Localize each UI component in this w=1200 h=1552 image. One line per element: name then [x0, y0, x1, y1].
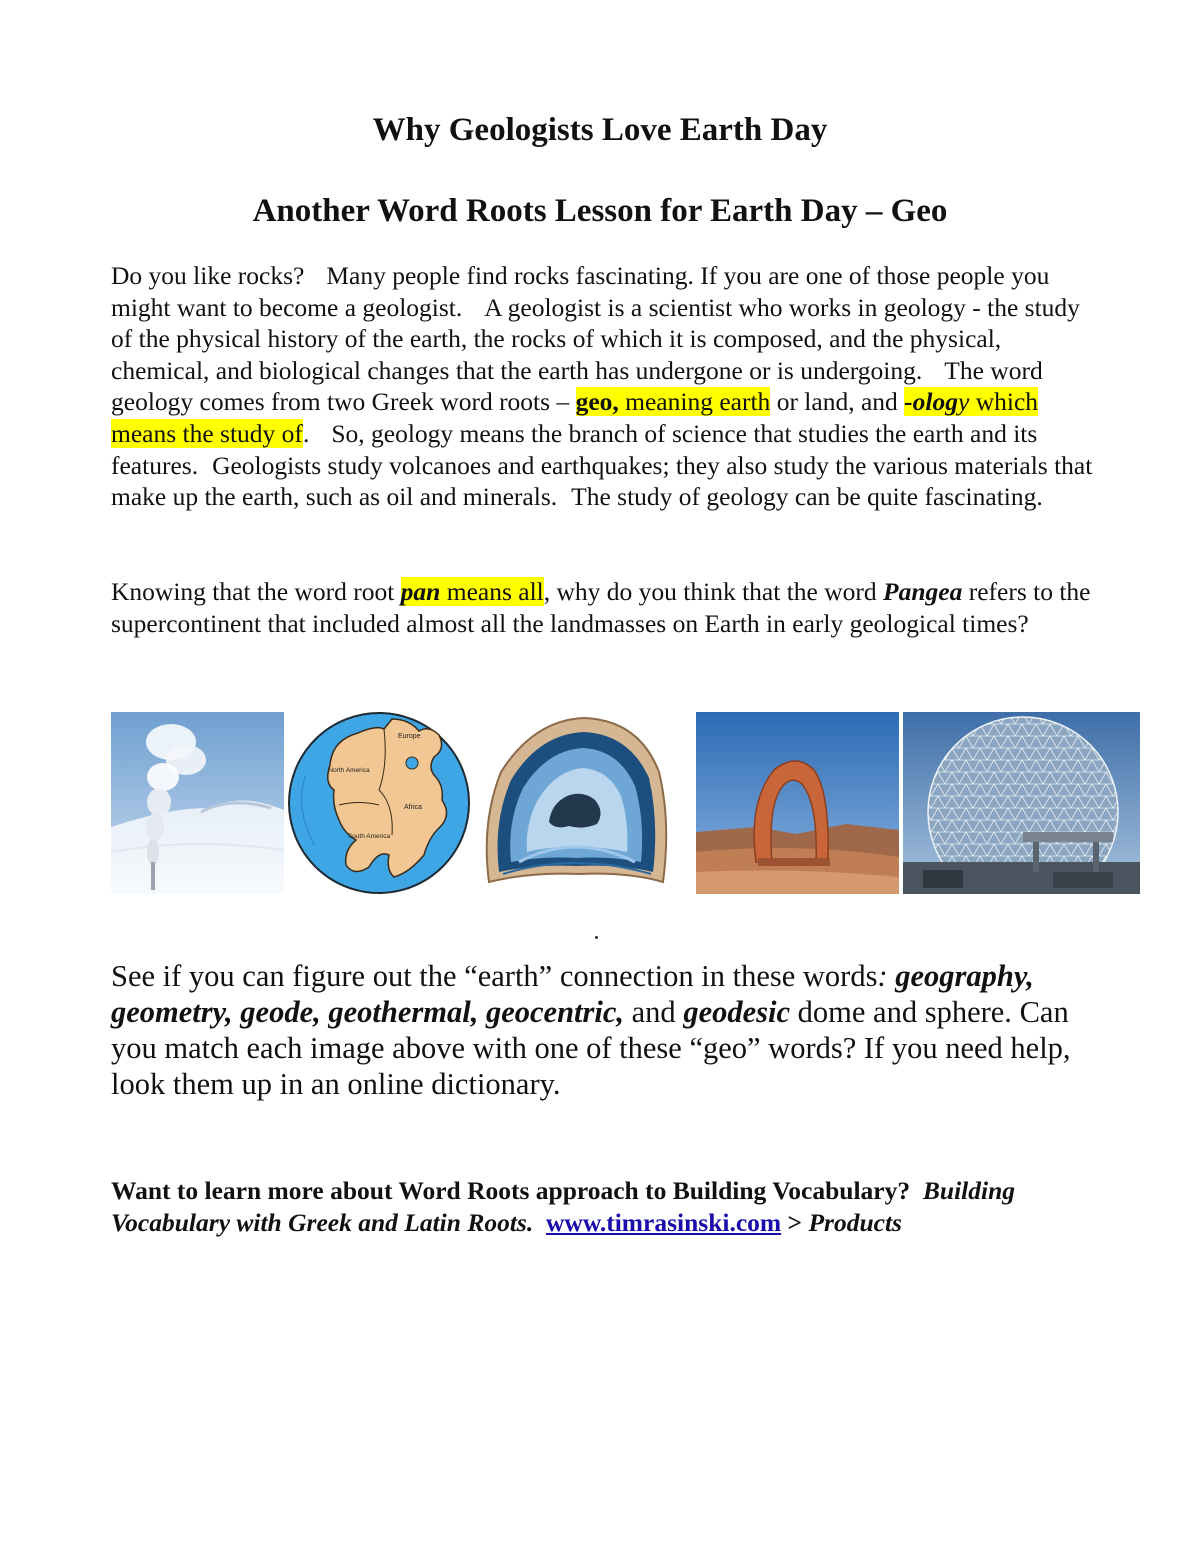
pangea-label-europe: Europe — [398, 733, 421, 740]
page-title: Why Geologists Love Earth Day — [372, 112, 828, 148]
geo-words-list: geography, geometry, geode, geothermal, geocentric, — [111, 959, 1034, 1029]
intro-sentence-2: Many people find rocks fascinating. If you are one of those people you might want to become a geologist. — [111, 261, 1050, 322]
intro-sentence-6: Geologists study volcanoes and earthquakes; they also study the various materials that make up the earth, such as oil and minerals. — [111, 450, 1093, 512]
geothermal-illustration — [111, 712, 284, 894]
intro-sentence-1: Do you like rocks? — [111, 261, 305, 290]
pan-root: pan — [400, 577, 441, 606]
intro-sentence-3: A geologist is a scientist who works in geology - the study of the physical history of the earth, the rocks of which it is composed, and the physical, chemical, and biological changes that the earth has undergone or is undergoing. — [111, 292, 1080, 385]
sentence-end: . — [302, 418, 310, 448]
intro-sentence-5: So, geology means the branch of science that studies the earth and its features. — [111, 418, 1038, 480]
geode-illustration — [479, 712, 672, 887]
promo-products: Products — [808, 1207, 902, 1237]
geodesic-dome-image — [903, 712, 1140, 894]
geo-meaning: meaning earth — [618, 387, 771, 417]
roots-mid-text: or land, and — [770, 387, 905, 417]
pangea-label-north-america: North America — [328, 767, 370, 774]
page-subtitle: Another Word Roots Lesson for Earth Day – Geo — [252, 193, 948, 229]
pan-highlight — [401, 577, 544, 606]
geo-words-paragraph — [111, 958, 1101, 1102]
geo-highlight — [576, 387, 771, 416]
ology-root-y: y — [957, 387, 970, 417]
pangea-question-mid: , why do you think that the word — [543, 577, 884, 606]
image-strip — [111, 705, 1141, 895]
arch-image — [696, 712, 899, 894]
pangea-question-end: refers to the supercontinent that included almost all the landmasses on Earth in early geological times? — [111, 577, 1091, 638]
geodesic-dome-illustration — [903, 712, 1140, 894]
pangea-question — [111, 576, 1101, 639]
geo-words-instructions: Can you match each image above with one of these “geo” words? If you need help, look them up in an online dictionary. — [111, 995, 1071, 1101]
geo-words-end: dome and sphere. — [790, 995, 1012, 1029]
ology-root: -olog — [904, 387, 958, 417]
intro-sentence-7: The study of geology can be quite fascinating. — [571, 482, 1043, 512]
promo-paragraph — [111, 1175, 1101, 1238]
pangea-word: Pangea — [883, 577, 963, 606]
pangea-label-south-america: South America — [347, 833, 391, 840]
pangea-globe-image — [284, 705, 474, 895]
pangea-label-africa: Africa — [404, 804, 422, 811]
website-link[interactable]: www.timrasinski.com — [545, 1207, 782, 1237]
geodesic-word: geodesic — [683, 995, 791, 1029]
pangea-question-start: Knowing that the word root — [111, 577, 401, 606]
promo-book-title: Building Vocabulary with Greek and Latin Roots. — [111, 1176, 1016, 1237]
promo-arrow: > — [781, 1207, 809, 1237]
geo-words-intro: See if you can figure out the “earth” connection in these words — [111, 959, 878, 993]
stray-dot — [595, 936, 598, 939]
pan-meaning: means all — [440, 577, 544, 606]
geo-words-colon: : — [877, 959, 896, 993]
geo-root: geo, — [575, 387, 619, 417]
roots-intro-text: The word geology comes from two Greek word roots – — [111, 355, 1043, 417]
ology-meaning: which means the study of — [111, 387, 1039, 448]
pangea-globe-illustration — [284, 705, 474, 895]
geode-image — [479, 712, 672, 887]
promo-question: Want to learn more about Word Roots approach to Building Vocabulary? — [111, 1176, 911, 1205]
intro-paragraph — [111, 260, 1101, 513]
arch-illustration — [696, 712, 899, 894]
geothermal-image — [111, 712, 284, 894]
geo-words-and: and — [624, 995, 684, 1029]
